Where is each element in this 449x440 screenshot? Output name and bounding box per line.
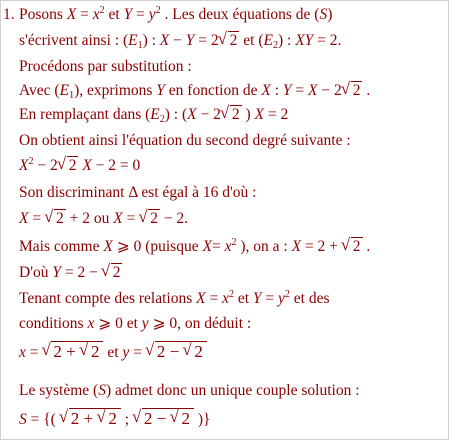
line-15: Le système (S) admet donc un unique couple solution : (19, 382, 360, 399)
line-8: Son discriminant Δ est égal à 16 d'où : (19, 184, 257, 201)
line-2: s'écrivent ainsi : $(E_1)$ : X − Y = 2√ 2 et $(E_2)$ : XY = 2. (19, 31, 341, 51)
line-16: S = {( √ 2 + √ 2 ; √ 2 − √ 2 )} (19, 409, 210, 430)
line-9: X = √ 2 + 2 ou X = √ 2 − 2. (19, 209, 188, 229)
line-1: 1. Posons $X = x^2$ et $Y = y^2$ . Les deux équations de (S) (3, 5, 333, 23)
line-7: $X^2 - 2√$ 2 X − 2 = 0 (19, 156, 140, 176)
line-6: On obtient ainsi l'équation du second degré suivante : (19, 132, 351, 149)
line-12: Tenant compte des relations $X = x^2$ et $Y = y^2$ et des (19, 289, 330, 307)
line-10: Mais comme X ⩾ 0 (puisque $X= x^2$ ), on a : X = 2 + √ 2 . (19, 237, 370, 257)
line-11: D'où Y = 2 − √ 2 (19, 263, 122, 283)
line-14: x = √ 2 + √ 2 et y = √ 2 − √ 2 (19, 342, 207, 363)
line-4: Avec $(E_1)$, exprimons Y en fonction de X : Y = X − 2√ 2 . (19, 81, 370, 101)
item-number: 1. (3, 6, 15, 23)
line-3: Procédons par substitution : (19, 58, 192, 75)
line-5: En remplaçant dans $(E_2)$ : (X − 2√ 2 ) X = 2 (19, 105, 288, 125)
line-13: conditions x ⩾ 0 et y ⩾ 0, on déduit : (19, 315, 252, 332)
